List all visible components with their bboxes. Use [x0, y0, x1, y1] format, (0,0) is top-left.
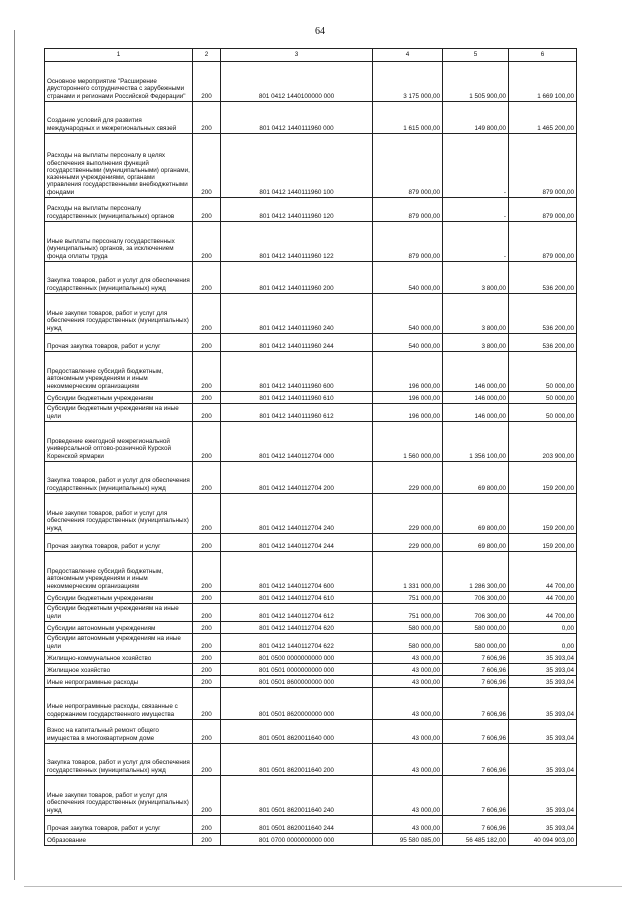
row-code: 801 0412 1440111960 244 [221, 334, 373, 352]
table-row [45, 776, 577, 816]
row-name: Жилищно-коммунальное хозяйство [45, 652, 193, 664]
row-group: 200 [193, 622, 221, 634]
row-value-col6: 50 000,00 [509, 352, 577, 392]
row-name: Взнос на капитальный ремонт общего имущества в многоквартирном доме [45, 720, 193, 744]
row-value-col6: 536 200,00 [509, 334, 577, 352]
row-group: 200 [193, 134, 221, 198]
row-code: 801 0700 0000000000 000 [221, 834, 373, 846]
row-value-col4: 43 000,00 [373, 652, 443, 664]
row-group: 200 [193, 634, 221, 652]
row-name: Иные закупки товаров, работ и услуг для обеспечения государственных (муниципальных) нужд [45, 494, 193, 534]
row-code: 801 0412 1440112704 612 [221, 604, 373, 622]
row-value-col4: 3 175 000,00 [373, 62, 443, 102]
row-value-col5: 146 000,00 [443, 352, 509, 392]
table-row [45, 720, 577, 744]
row-value-col5: 580 000,00 [443, 634, 509, 652]
row-code: 801 0412 1440111960 600 [221, 352, 373, 392]
table-row [45, 688, 577, 720]
row-group: 200 [193, 392, 221, 404]
row-code: 801 0412 1440111960 000 [221, 102, 373, 134]
table-row [45, 816, 577, 834]
row-value-col4: 229 000,00 [373, 462, 443, 494]
row-code: 801 0412 1440112704 200 [221, 462, 373, 494]
row-value-col4: 540 000,00 [373, 262, 443, 294]
table-row [45, 352, 577, 392]
row-code: 801 0412 1440112704 600 [221, 552, 373, 592]
table-row [45, 552, 577, 592]
row-value-col5: 7 606,96 [443, 744, 509, 776]
row-value-col5: - [443, 134, 509, 198]
row-value-col5: 1 286 300,00 [443, 552, 509, 592]
row-group: 200 [193, 720, 221, 744]
row-value-col4: 1 331 000,00 [373, 552, 443, 592]
row-code: 801 0501 8600000000 000 [221, 676, 373, 688]
row-group: 200 [193, 552, 221, 592]
table-row [45, 604, 577, 622]
row-code: 801 0412 1440111960 200 [221, 262, 373, 294]
table-row [45, 622, 577, 634]
row-value-col6: 1 669 100,00 [509, 62, 577, 102]
row-code: 801 0500 0000000000 000 [221, 652, 373, 664]
row-value-col5: 580 000,00 [443, 622, 509, 634]
row-value-col5: 706 300,00 [443, 604, 509, 622]
row-value-col6: 159 200,00 [509, 494, 577, 534]
row-code: 801 0412 1440112704 000 [221, 422, 373, 462]
row-value-col4: 43 000,00 [373, 776, 443, 816]
row-group: 200 [193, 816, 221, 834]
row-value-col6: 879 000,00 [509, 134, 577, 198]
row-name: Субсидии бюджетным учреждениям [45, 592, 193, 604]
row-value-col4: 229 000,00 [373, 534, 443, 552]
row-value-col5: - [443, 222, 509, 262]
row-name: Прочая закупка товаров, работ и услуг [45, 816, 193, 834]
row-value-col5: 7 606,96 [443, 776, 509, 816]
row-group: 200 [193, 262, 221, 294]
row-name: Прочая закупка товаров, работ и услуг [45, 334, 193, 352]
row-code: 801 0412 1440112704 244 [221, 534, 373, 552]
row-name: Расходы на выплаты персоналу государственных (муниципальных) органов [45, 198, 193, 222]
row-value-col4: 540 000,00 [373, 334, 443, 352]
row-value-col6: 1 465 200,00 [509, 102, 577, 134]
column-header: 5 [443, 49, 509, 62]
table-row [45, 676, 577, 688]
row-value-col6: 879 000,00 [509, 222, 577, 262]
row-value-col5: 7 606,96 [443, 652, 509, 664]
row-group: 200 [193, 676, 221, 688]
row-name: Закупка товаров, работ и услуг для обеспечения государственных (муниципальных) нужд [45, 462, 193, 494]
row-value-col4: 1 615 000,00 [373, 102, 443, 134]
table-row [45, 462, 577, 494]
row-code: 801 0501 8620011640 200 [221, 744, 373, 776]
table-row [45, 262, 577, 294]
table-row [45, 592, 577, 604]
row-name: Прочая закупка товаров, работ и услуг [45, 534, 193, 552]
row-value-col5: 7 606,96 [443, 664, 509, 676]
row-value-col4: 751 000,00 [373, 604, 443, 622]
row-value-col5: 3 800,00 [443, 294, 509, 334]
table-row [45, 834, 577, 846]
row-value-col6: 0,00 [509, 622, 577, 634]
table-row [45, 422, 577, 462]
row-value-col6: 159 200,00 [509, 534, 577, 552]
row-value-col5: 7 606,96 [443, 688, 509, 720]
row-group: 200 [193, 744, 221, 776]
row-group: 200 [193, 688, 221, 720]
page-number: 64 [315, 26, 325, 37]
row-value-col6: 35 393,04 [509, 652, 577, 664]
row-value-col4: 580 000,00 [373, 622, 443, 634]
row-name: Создание условий для развития международных и межрегиональных связей [45, 102, 193, 134]
table-row [45, 134, 577, 198]
row-value-col4: 43 000,00 [373, 720, 443, 744]
table-row [45, 222, 577, 262]
left-margin-rule [14, 30, 15, 880]
row-name: Субсидии автономным учреждениям [45, 622, 193, 634]
column-header: 6 [509, 49, 577, 62]
row-name: Иные закупки товаров, работ и услуг для обеспечения государственных (муниципальных) нужд [45, 294, 193, 334]
table-row [45, 334, 577, 352]
column-header: 4 [373, 49, 443, 62]
row-value-col5: 3 800,00 [443, 262, 509, 294]
row-value-col4: 540 000,00 [373, 294, 443, 334]
row-code: 801 0501 8620011640 244 [221, 816, 373, 834]
table-body [45, 62, 577, 846]
row-name: Иные выплаты персоналу государственных (муниципальных) органов, за исключением фонда оплаты труда [45, 222, 193, 262]
row-group: 200 [193, 198, 221, 222]
table-row [45, 392, 577, 404]
row-value-col5: - [443, 198, 509, 222]
row-group: 200 [193, 222, 221, 262]
row-value-col6: 536 200,00 [509, 262, 577, 294]
row-group: 200 [193, 494, 221, 534]
row-value-col6: 35 393,04 [509, 744, 577, 776]
row-name: Иные закупки товаров, работ и услуг для обеспечения государственных (муниципальных) нужд [45, 776, 193, 816]
column-header: 3 [221, 49, 373, 62]
row-value-col4: 43 000,00 [373, 744, 443, 776]
row-value-col6: 35 393,04 [509, 676, 577, 688]
row-value-col5: 7 606,96 [443, 816, 509, 834]
row-value-col6: 0,00 [509, 634, 577, 652]
column-header: 1 [45, 49, 193, 62]
row-code: 801 0412 1440112704 622 [221, 634, 373, 652]
table-row [45, 294, 577, 334]
row-value-col4: 196 000,00 [373, 392, 443, 404]
row-value-col6: 159 200,00 [509, 462, 577, 494]
row-code: 801 0412 1440111960 120 [221, 198, 373, 222]
table-row [45, 62, 577, 102]
budget-report-table [44, 48, 577, 846]
row-group: 200 [193, 776, 221, 816]
row-value-col5: 3 800,00 [443, 334, 509, 352]
row-name: Субсидии бюджетным учреждениям на иные цели [45, 404, 193, 422]
table-row [45, 494, 577, 534]
row-code: 801 0412 1440111960 610 [221, 392, 373, 404]
row-value-col4: 43 000,00 [373, 676, 443, 688]
row-value-col5: 69 800,00 [443, 462, 509, 494]
row-value-col6: 536 200,00 [509, 294, 577, 334]
table-row [45, 198, 577, 222]
row-name: Образование [45, 834, 193, 846]
row-name: Расходы на выплаты персоналу в целях обеспечения выполнения функций государственными (муниципальными) органами, казенными учреждениями, органами управления государственными внебюджетными фондами [45, 134, 193, 198]
row-value-col4: 1 560 000,00 [373, 422, 443, 462]
row-group: 200 [193, 652, 221, 664]
row-name: Проведение ежегодной межрегиональной универсальной оптово-розничной Курской Коренской ярмарки [45, 422, 193, 462]
row-name: Закупка товаров, работ и услуг для обеспечения государственных (муниципальных) нужд [45, 262, 193, 294]
row-code: 801 0412 1440111960 100 [221, 134, 373, 198]
row-value-col4: 196 000,00 [373, 404, 443, 422]
row-value-col6: 44 700,00 [509, 592, 577, 604]
row-value-col5: 146 000,00 [443, 392, 509, 404]
row-value-col6: 35 393,04 [509, 816, 577, 834]
row-value-col6: 203 900,00 [509, 422, 577, 462]
row-value-col4: 751 000,00 [373, 592, 443, 604]
row-group: 200 [193, 462, 221, 494]
row-value-col6: 35 393,04 [509, 776, 577, 816]
row-name: Жилищное хозяйство [45, 664, 193, 676]
row-value-col6: 50 000,00 [509, 404, 577, 422]
row-value-col5: 149 800,00 [443, 102, 509, 134]
row-code: 801 0412 1440112704 610 [221, 592, 373, 604]
row-group: 200 [193, 62, 221, 102]
row-name: Иные непрограммные расходы [45, 676, 193, 688]
row-value-col4: 879 000,00 [373, 222, 443, 262]
row-value-col4: 95 580 085,00 [373, 834, 443, 846]
row-code: 801 0412 1440111960 240 [221, 294, 373, 334]
row-value-col5: 56 485 182,00 [443, 834, 509, 846]
header-row [45, 49, 577, 62]
table-row [45, 534, 577, 552]
row-group: 200 [193, 102, 221, 134]
row-group: 200 [193, 664, 221, 676]
row-code: 801 0412 1440111960 122 [221, 222, 373, 262]
row-value-col4: 196 000,00 [373, 352, 443, 392]
row-name: Предоставление субсидий бюджетным, автономным учреждениям и иным некоммерческим организациям [45, 352, 193, 392]
row-code: 801 0412 1440100000 000 [221, 62, 373, 102]
row-code: 801 0501 8620011640 000 [221, 720, 373, 744]
row-value-col6: 35 393,04 [509, 720, 577, 744]
row-value-col4: 580 000,00 [373, 634, 443, 652]
row-group: 200 [193, 834, 221, 846]
row-value-col5: 146 000,00 [443, 404, 509, 422]
row-value-col5: 7 606,96 [443, 720, 509, 744]
row-value-col5: 706 300,00 [443, 592, 509, 604]
row-value-col6: 35 393,04 [509, 664, 577, 676]
table-row [45, 404, 577, 422]
row-name: Субсидии бюджетным учреждениям на иные цели [45, 604, 193, 622]
row-value-col5: 1 505 900,00 [443, 62, 509, 102]
table-row [45, 652, 577, 664]
row-value-col6: 35 393,04 [509, 688, 577, 720]
row-value-col5: 1 356 100,00 [443, 422, 509, 462]
row-value-col5: 69 800,00 [443, 494, 509, 534]
row-value-col4: 879 000,00 [373, 198, 443, 222]
row-group: 200 [193, 404, 221, 422]
row-group: 200 [193, 334, 221, 352]
row-name: Основное мероприятие "Расширение двустороннего сотрудничества с зарубежными странами и регионами Российской Федерации" [45, 62, 193, 102]
row-group: 200 [193, 604, 221, 622]
table-row [45, 664, 577, 676]
row-value-col4: 879 000,00 [373, 134, 443, 198]
row-group: 200 [193, 422, 221, 462]
row-code: 801 0501 0000000000 000 [221, 664, 373, 676]
row-group: 200 [193, 592, 221, 604]
row-value-col5: 69 800,00 [443, 534, 509, 552]
row-value-col6: 44 700,00 [509, 604, 577, 622]
table-row [45, 634, 577, 652]
row-value-col6: 879 000,00 [509, 198, 577, 222]
row-group: 200 [193, 352, 221, 392]
table-row [45, 102, 577, 134]
row-value-col6: 50 000,00 [509, 392, 577, 404]
row-name: Субсидии автономным учреждениям на иные цели [45, 634, 193, 652]
column-header: 2 [193, 49, 221, 62]
row-name: Закупка товаров, работ и услуг для обеспечения государственных (муниципальных) нужд [45, 744, 193, 776]
table-row [45, 744, 577, 776]
row-name: Предоставление субсидий бюджетным, автономным учреждениям и иным некоммерческим организациям [45, 552, 193, 592]
row-value-col4: 229 000,00 [373, 494, 443, 534]
row-value-col6: 40 094 903,00 [509, 834, 577, 846]
row-group: 200 [193, 294, 221, 334]
row-value-col4: 43 000,00 [373, 664, 443, 676]
footer-rule [24, 886, 622, 887]
row-code: 801 0412 1440111960 612 [221, 404, 373, 422]
row-code: 801 0412 1440112704 620 [221, 622, 373, 634]
row-group: 200 [193, 534, 221, 552]
row-value-col4: 43 000,00 [373, 688, 443, 720]
row-value-col4: 43 000,00 [373, 816, 443, 834]
row-value-col6: 44 700,00 [509, 552, 577, 592]
row-value-col5: 7 606,96 [443, 676, 509, 688]
row-code: 801 0501 8620011640 240 [221, 776, 373, 816]
row-code: 801 0412 1440112704 240 [221, 494, 373, 534]
row-name: Иные непрограммные расходы, связанные с содержанием государственного имущества [45, 688, 193, 720]
row-code: 801 0501 8620000000 000 [221, 688, 373, 720]
row-name: Субсидии бюджетным учреждениям [45, 392, 193, 404]
